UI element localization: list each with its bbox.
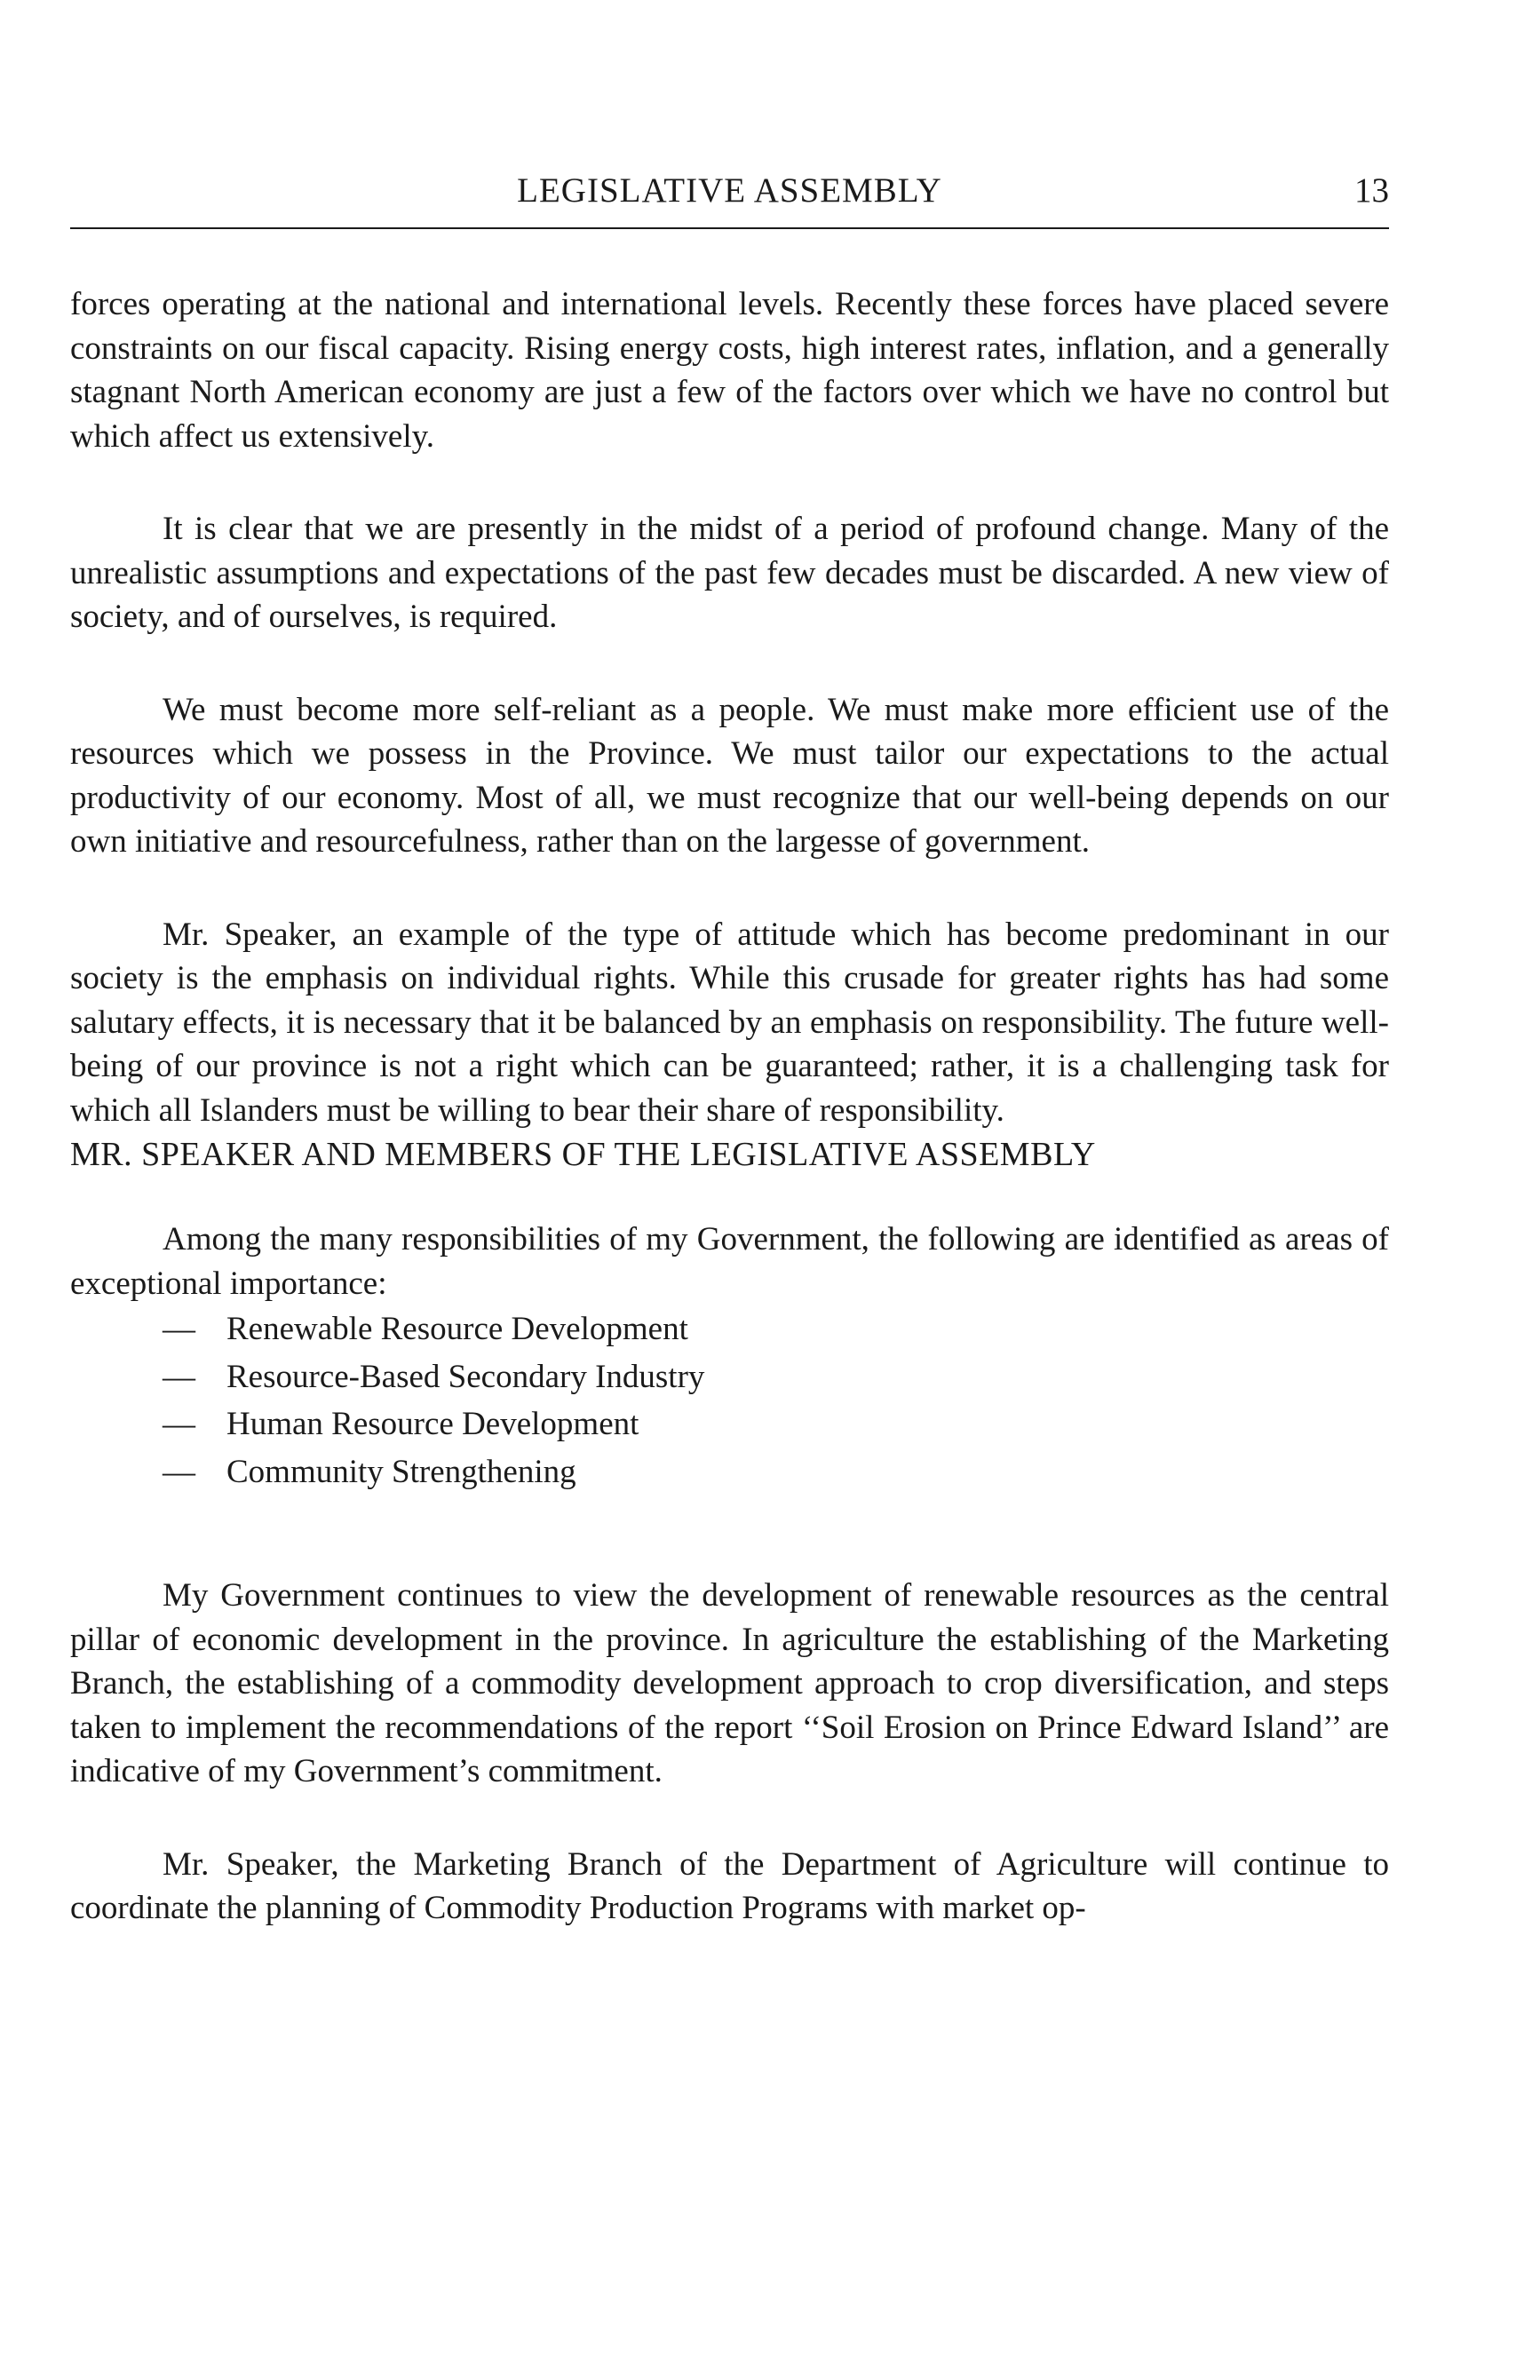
paragraph: We must become more self-reliant as a people. We must make more efficient use of the resources which we possess in the Province. We must tailor our expectations to the actual productivity of our economy. Most of all, we must recognize that our well-being depends on our own initiative and resourcefulness, rather than on the largesse of government. xyxy=(70,691,1389,860)
list-item-label: Resource-Based Secondary Industry xyxy=(226,1358,705,1395)
priority-list xyxy=(70,1305,1389,1495)
list-item xyxy=(163,1305,1389,1353)
paragraph: Mr. Speaker, the Marketing Branch of the Department of Agriculture will continue to coordinate the planning of Commodity Production Programs with market op- xyxy=(70,1845,1389,1926)
list-item-label: Community Strengthening xyxy=(226,1453,576,1490)
header-rule xyxy=(70,227,1389,229)
list-item xyxy=(163,1400,1389,1448)
list-item-label: Renewable Resource Development xyxy=(226,1311,688,1347)
em-dash-marker: — xyxy=(163,1406,195,1442)
list-item xyxy=(163,1448,1389,1496)
paragraph: Mr. Speaker, an example of the type of attitude which has become predominant in our society is the emphasis on individual rights. While this crusade for greater rights has had some salutary effects, it is necessary that it be balanced by an emphasis on responsibility. The future well-being of our province is not a right which can be guaranteed; rather, it is a challenging task for which all Islanders must be willing to bear their share of responsibility. xyxy=(70,916,1389,1129)
section-intro: Among the many responsibilities of my Government, the following are identified as areas of exceptional importance: xyxy=(70,1221,1389,1302)
list-item-label: Human Resource Development xyxy=(226,1406,639,1442)
document-page xyxy=(70,0,1389,2380)
page-number: 13 xyxy=(1354,171,1389,210)
em-dash-marker: — xyxy=(163,1358,195,1395)
em-dash-marker: — xyxy=(163,1453,195,1490)
em-dash-marker: — xyxy=(163,1311,195,1347)
paragraph: It is clear that we are presently in the midst of a period of profound change. Many of the unrealistic assumptions and expectations of the past few decades must be discarded. A new view of society, and of ourselves, is required. xyxy=(70,511,1389,635)
paragraph-continuation: forces operating at the national and international levels. Recently these forces have placed severe constraints on our fiscal capacity. Rising energy costs, high interest rates, inflation, and a generally stagnant North American economy are just a few of the factors over which we have no control but which affect us extensively. xyxy=(70,286,1389,455)
section-heading: MR. SPEAKER AND MEMBERS OF THE LEGISLATIVE ASSEMBLY xyxy=(70,1136,1096,1173)
body-text xyxy=(70,282,1389,1931)
list-item xyxy=(163,1353,1389,1401)
running-title: LEGISLATIVE ASSEMBLY xyxy=(517,171,942,210)
running-header xyxy=(70,169,1389,213)
paragraph: My Government continues to view the development of renewable resources as the central pillar of economic development in the province. In agriculture the establishing of the Marketing Branch, the establishing of a commodity development approach to crop diversification, and steps taken to implement the recommendations of the report ‘‘Soil Erosion on Prince Edward Island’’ are indicative of my Government’s commitment. xyxy=(70,1577,1389,1789)
